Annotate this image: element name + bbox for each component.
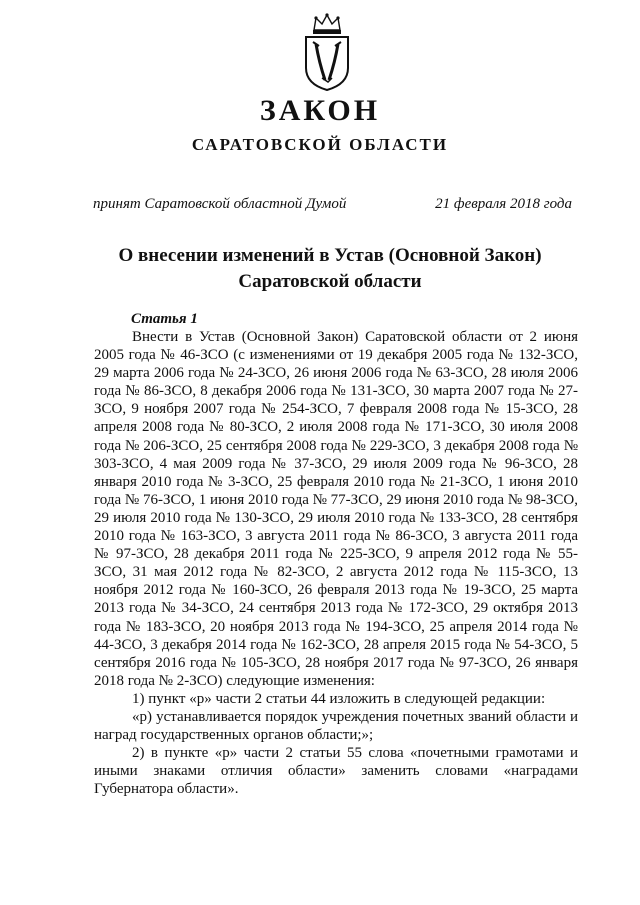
- article-body: [94, 328, 578, 798]
- article-intro-paragraph: Внести в Устав (Основной Закон) Саратовской области от 2 июня 2005 года № 46-ЗСО (с изменениями от 19 декабря 2005 года № 132-ЗСО, 29 марта 2006 года № 24-ЗСО, 26 июня 2006 года № 63-ЗСО, 28 июля 2006 года № 86-ЗСО, 8 декабря 2006 года № 131-ЗСО, 30 марта 2007 года № 27-ЗСО, 9 ноября 2007 года № 254-ЗСО, 7 февраля 2008 года № 15-ЗСО, 28 апреля 2008 года № 80-ЗСО, 2 июля 2008 года № 171-ЗСО, 30 июля 2008 года № 206-ЗСО, 25 сентября 2008 года № 229-ЗСО, 3 декабря 2008 года № 303-ЗСО, 4 мая 2009 года № 37-ЗСО, 29 июля 2009 года № 96-ЗСО, 28 января 2010 года № 3-ЗСО, 25 февраля 2010 года № 21-ЗСО, 1 июня 2010 года № 76-ЗСО, 1 июня 2010 года № 77-ЗСО, 29 июня 2010 года № 98-ЗСО, 29 июля 2010 года № 130-ЗСО, 29 июля 2010 года № 133-ЗСО, 28 сентября 2010 года № 163-ЗСО, 3 августа 2011 года № 86-ЗСО, 3 августа 2011 года № 97-ЗСО, 28 декабря 2011 года № 225-ЗСО, 9 апреля 2012 года № 55-ЗСО, 31 мая 2012 года № 82-ЗСО, 2 августа 2012 года № 115-ЗСО, 13 ноября 2012 года № 160-ЗСО, 26 февраля 2013 года № 19-ЗСО, 25 марта 2013 года № 34-ЗСО, 24 сентября 2013 года № 172-ЗСО, 29 октября 2013 года № 183-ЗСО, 20 ноября 2013 года № 194-ЗСО, 25 апреля 2014 года № 44-ЗСО, 3 декабря 2014 года № 162-ЗСО, 28 апреля 2015 года № 54-ЗСО, 5 сентября 2016 года № 105-ЗСО, 28 ноября 2017 года № 97-ЗСО, 26 января 2018 года № 2-ЗСО) следующие изменения:: [94, 329, 578, 689]
- amendment-item-1: 1) пункт «р» части 2 статьи 44 изложить в следующей редакции:: [132, 690, 546, 707]
- amendment-item-1-quote: «р) устанавливается порядок учреждения почетных званий области и наград государственных органов области;»;: [94, 708, 578, 744]
- law-heading-line1: О внесении изменений в Устав (Основной Закон): [118, 245, 542, 266]
- region-subtitle: САРАТОВСКОЙ ОБЛАСТИ: [191, 135, 449, 154]
- document-title: ЗАКОН: [259, 94, 381, 127]
- article-title: Статья 1: [131, 311, 198, 327]
- saratov-coat-of-arms-icon: [294, 12, 360, 92]
- adoption-date: 21 февраля 2018 года: [435, 196, 572, 212]
- adopted-by: принят Саратовской областной Думой: [93, 196, 347, 212]
- law-heading: [80, 243, 580, 295]
- law-heading-line2: Саратовской области: [238, 271, 422, 292]
- amendment-item-2: 2) в пункте «р» части 2 статьи 55 слова «почетными грамотами и иными знаками отличия области» заменить словами «наградами Губернатора области».: [94, 745, 578, 798]
